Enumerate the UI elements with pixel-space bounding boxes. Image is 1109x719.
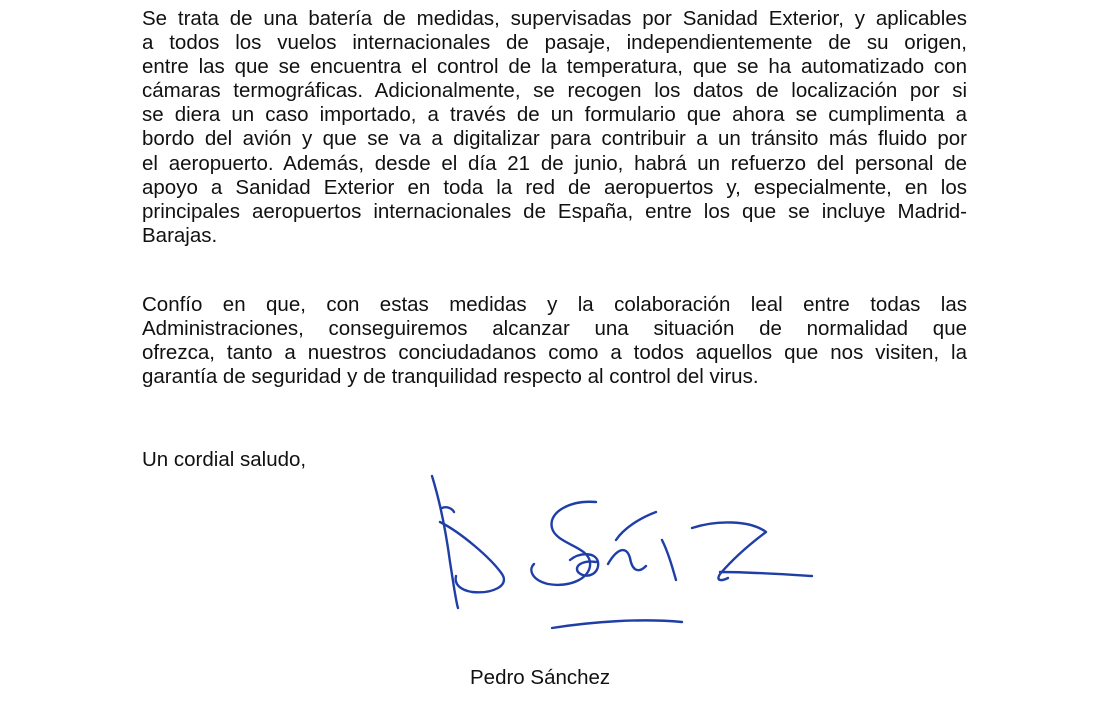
paragraph-line: Administraciones, conseguiremos alcanzar una situación de normalidad que bbox=[142, 317, 967, 341]
handwritten-signature bbox=[420, 462, 820, 632]
paragraph-line: apoyo a Sanidad Exterior en toda la red de aeropuertos y, especialmente, en los bbox=[142, 175, 967, 199]
paragraph-line: Barajas. bbox=[142, 223, 218, 247]
paragraph-line: Confío en que, con estas medidas y la colaboración leal entre todas las bbox=[142, 293, 967, 316]
paragraph-line: a todos los vuelos internacionales de pasaje, independientemente de su origen, bbox=[142, 31, 967, 55]
paragraph-line: garantía de seguridad y de tranquilidad respecto al control del virus. bbox=[142, 365, 759, 389]
paragraph-line: cámaras termográficas. Adicionalmente, se recogen los datos de localización por si bbox=[142, 79, 967, 103]
signer-name: Pedro Sánchez bbox=[470, 666, 611, 689]
closing-salutation: Un cordial saludo, bbox=[142, 448, 307, 471]
paragraph-line: el aeropuerto. Además, desde el día 21 de junio, habrá un refuerzo del personal de bbox=[142, 151, 967, 175]
paragraph-line: Se trata de una batería de medidas, supervisadas por Sanidad Exterior, y aplicables bbox=[142, 7, 967, 30]
paragraph-line: entre las que se encuentra el control de la temperatura, que se ha automatizado con bbox=[142, 55, 967, 79]
paragraph-line: principales aeropuertos internacionales de España, entre los que se incluye Madrid- bbox=[142, 199, 967, 223]
paragraph-line: ofrezca, tanto a nuestros conciudadanos como a todos aquellos que nos visiten, la bbox=[142, 341, 967, 365]
body-paragraph-2 bbox=[142, 293, 967, 389]
paragraph-line: se diera un caso importado, a través de un formulario que ahora se cumplimenta a bbox=[142, 103, 967, 127]
paragraph-line: bordo del avión y que se va a digitalizar para contribuir a un tránsito más fluido por bbox=[142, 127, 967, 151]
body-paragraph-1 bbox=[142, 7, 967, 248]
